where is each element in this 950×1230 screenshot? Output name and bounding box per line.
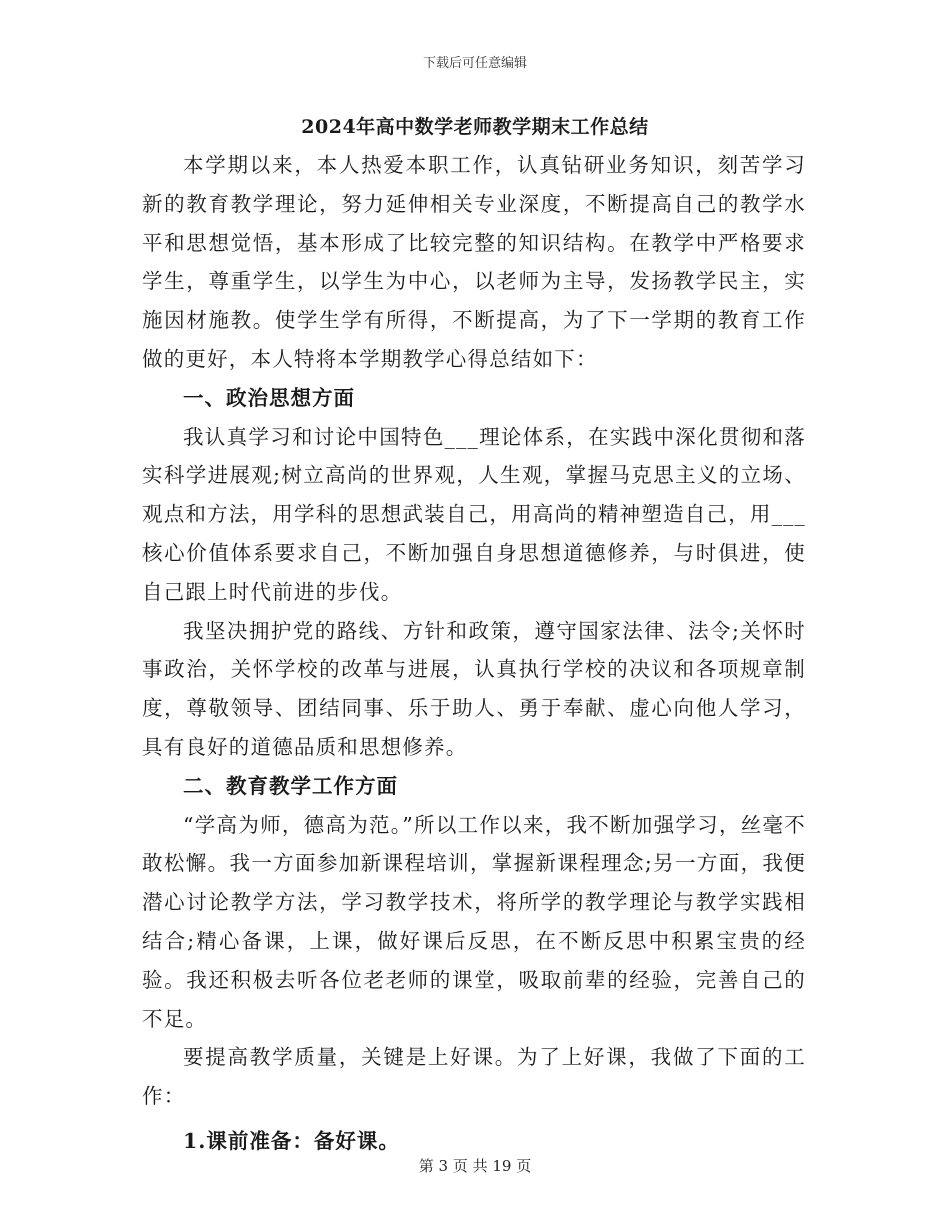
subsection-heading-preparation: 1.课前准备：备好课。	[183, 1128, 400, 1153]
politics-paragraph-2: 我坚决拥护党的路线、方针和政策，遵守国家法律、法令;关怀时事政治，关怀学校的改革与进展，认真执行学校的决议和各项规章制度，尊敬领导、团结同事、乐于助人、勇于奉献、虚心向他人学习，具有良好的道德品质和思想修养。	[142, 618, 806, 759]
document-title: 2024年高中数学老师教学期末工作总结	[301, 116, 649, 138]
header-note: 下载后可任意编辑	[422, 56, 527, 71]
section-heading-politics: 一、政治思想方面	[183, 385, 355, 410]
intro-paragraph: 本学期以来，本人热爱本职工作，认真钻研业务知识，刻苦学习新的教育教学理论，努力延伸相关专业深度，不断提高自己的教学水平和思想觉悟，基本形成了比较完整的知识结构。在教学中严格要求学生，尊重学生，以学生为中心，以老师为主导，发扬教学民主，实施因材施教。使学生学有所得，不断提高，为了下一学期的教育工作做的更好，本人特将本学期教学心得总结如下：	[142, 153, 806, 371]
politics-paragraph-1: 我认真学习和讨论中国特色___理论体系，在实践中深化贯彻和落实科学进展观;树立高尚的世界观，人生观，掌握马克思主义的立场、观点和方法，用学科的思想武装自己，用高尚的精神塑造自己，用___核心价值体系要求自己，不断加强自身思想道德修养，与时俱进，使自己跟上时代前进的步伐。	[142, 424, 806, 604]
document-body	[142, 146, 806, 1161]
section-heading-teaching: 二、教育教学工作方面	[183, 773, 398, 798]
teaching-paragraph-1: “学高为师，德高为范。”所以工作以来，我不断加强学习，丝毫不敢松懈。我一方面参加新课程培训，掌握新课程理念;另一方面，我便潜心讨论教学方法，学习教学技术，将所学的教学理论与教学实践相结合;精心备课，上课，做好课后反思，在不断反思中积累宝贵的经验。我还积极去听各位老老师的课堂，吸取前辈的经验，完善自己的不足。	[142, 812, 806, 1031]
teaching-paragraph-2: 要提高教学质量，关键是上好课。为了上好课，我做了下面的工作：	[142, 1045, 806, 1109]
page-number: 第 3 页 共 19 页	[418, 1157, 532, 1175]
